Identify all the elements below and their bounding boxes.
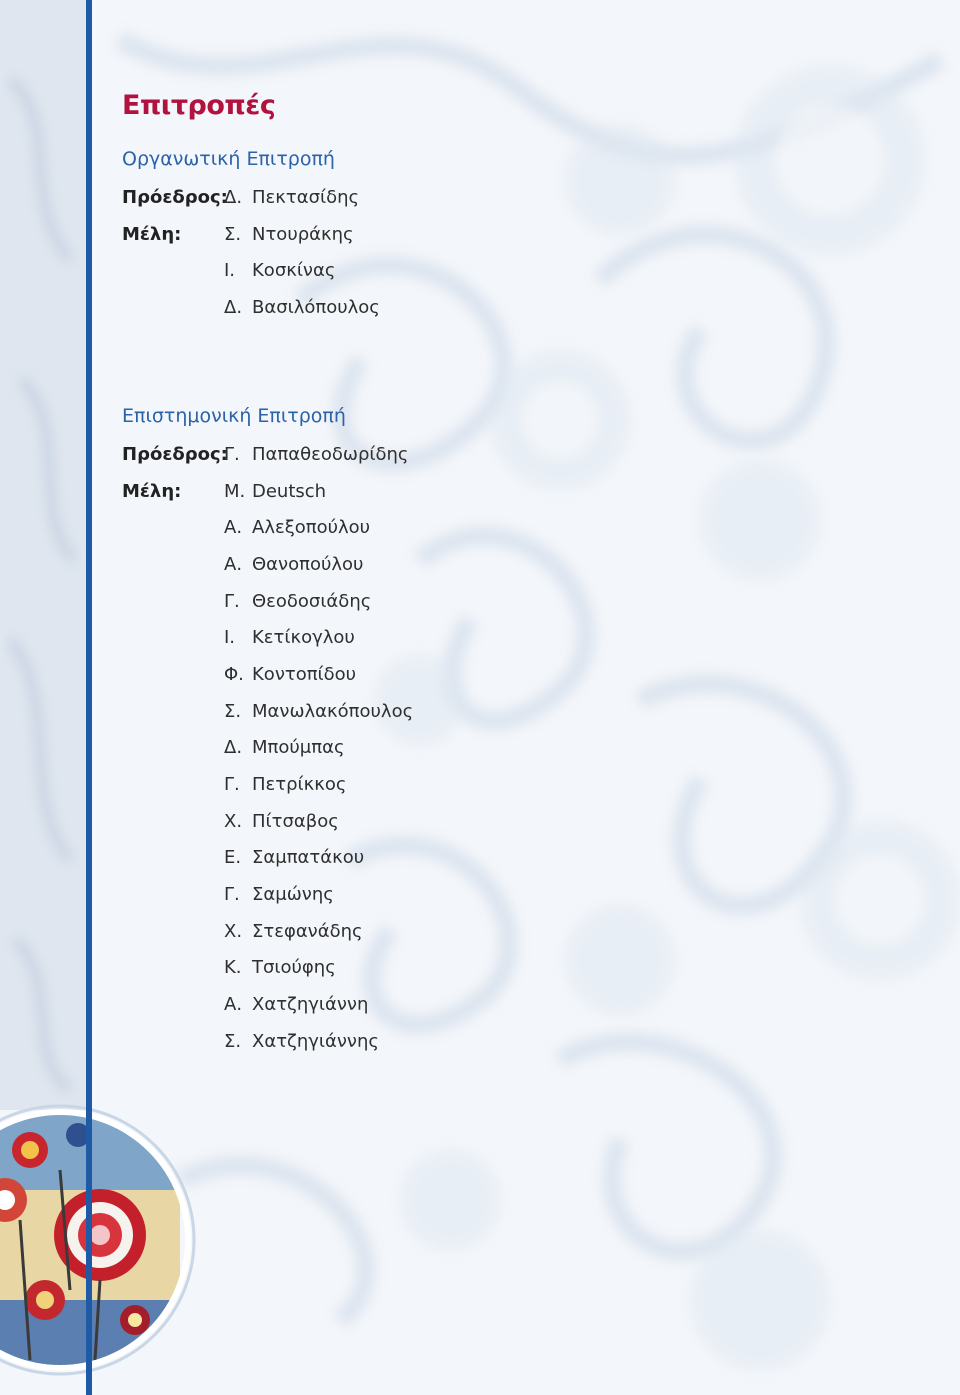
person-surname: Σαμπατάκου (252, 847, 365, 868)
person-surname: Αλεξοπούλου (252, 517, 371, 538)
person-surname: Κετίκογλου (252, 627, 355, 648)
person-initial: Γ. (224, 884, 240, 905)
person-initial: Δ. (224, 297, 243, 318)
person-surname: Τσιούφης (252, 957, 336, 978)
person-initial: Σ. (224, 701, 242, 722)
person-initial: Φ. (224, 664, 244, 685)
person-surname: Πίτσαβος (252, 811, 339, 832)
members-label: Μέλη: (122, 481, 182, 502)
person-initial: Σ. (224, 1031, 242, 1052)
person-initial: Χ. (224, 921, 243, 942)
person-initial: Α. (224, 554, 243, 575)
chair-label: Πρόεδρος: (122, 444, 228, 465)
chair-label: Πρόεδρος: (122, 187, 228, 208)
person-initial: Α. (224, 994, 243, 1015)
person-initial: Μ. (224, 481, 246, 502)
person-surname: Σαμώνης (252, 884, 334, 905)
scientific-committee-title: Επιστημονική Επιτροπή (122, 405, 346, 427)
person-initial: Κ. (224, 957, 242, 978)
person-initial: Ι. (224, 260, 236, 281)
page-title: Επιτροπές (122, 90, 276, 121)
person-initial: Σ. (224, 224, 242, 245)
person-surname: Παπαθεοδωρίδης (252, 444, 409, 465)
person-surname: Deutsch (252, 481, 327, 502)
person-surname: Μπούμπας (252, 737, 345, 758)
person-initial: Ι. (224, 627, 236, 648)
person-surname: Ντουράκης (252, 224, 354, 245)
person-surname: Χατζηγιάννης (252, 1031, 379, 1052)
person-initial: Γ. (224, 774, 240, 795)
person-initial: Γ. (224, 444, 240, 465)
person-surname: Βασιλόπουλος (252, 297, 380, 318)
person-initial: Α. (224, 517, 243, 538)
members-label: Μέλη: (122, 224, 182, 245)
person-surname: Θανοπούλου (252, 554, 364, 575)
person-surname: Χατζηγιάννη (252, 994, 369, 1015)
person-initial: Ε. (224, 847, 242, 868)
person-surname: Κοντοπίδου (252, 664, 357, 685)
person-surname: Πετρίκκος (252, 774, 347, 795)
person-initial: Γ. (224, 591, 240, 612)
person-initial: Δ. (224, 187, 243, 208)
person-surname: Πεκτασίδης (252, 187, 360, 208)
person-surname: Θεοδοσιάδης (252, 591, 372, 612)
person-initial: Δ. (224, 737, 243, 758)
person-surname: Στεφανάδης (252, 921, 363, 942)
person-initial: Χ. (224, 811, 243, 832)
person-surname: Μανωλακόπουλος (252, 701, 414, 722)
person-surname: Κοσκίνας (252, 260, 336, 281)
organizing-committee-title: Οργανωτική Επιτροπή (122, 148, 335, 170)
